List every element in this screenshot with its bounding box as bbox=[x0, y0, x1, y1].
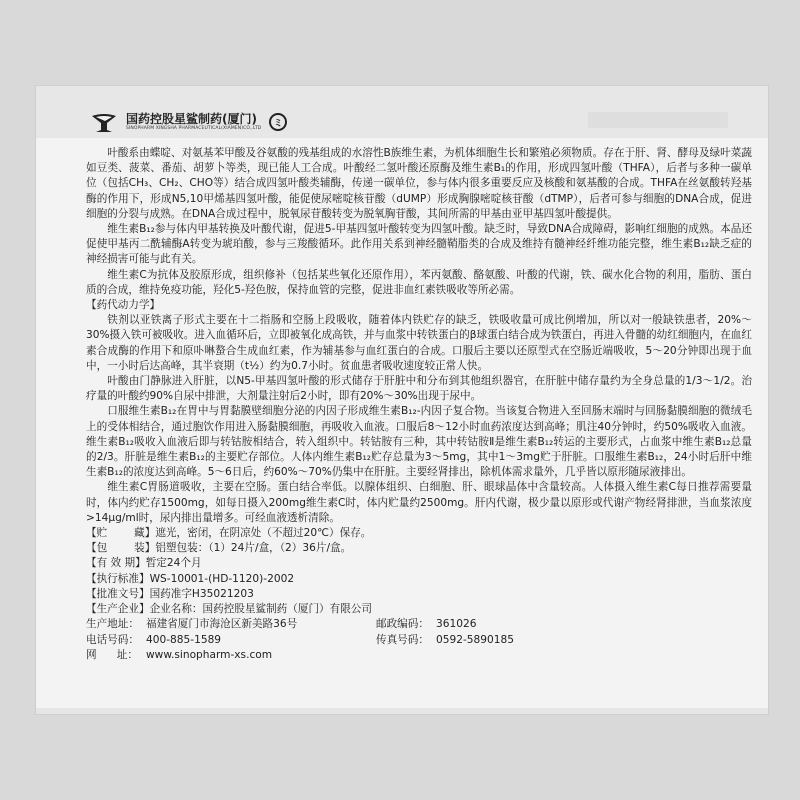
approval-value: 国药准字H35021203 bbox=[149, 587, 254, 600]
paragraph-iron-pk: 铁剂以亚铁离子形式主要在十二指肠和空肠上段吸收，随着体内铁贮存的缺乏，铁吸收量可成比例增加，所以对一般缺铁患者，20%～30%摄入铁可被吸收。进入血循环后，立即被氧化成高铁，并与血浆中转铁蛋白的β球蛋白结合成为铁蛋白，再进入骨髓的幼红细胞内，在血红素合成酶的作用下和原卟啉螯合生成血红素，作为辅基参与血红蛋白的合成。口服后主要以还原型式在空肠近端吸收，5～20分钟即出现于血中，一小时后达高峰，其半衰期（t½）约为0.7小时。贫血患者吸收速度较正常人快。 bbox=[86, 314, 752, 372]
approval-label: 【批准文号】 bbox=[86, 587, 150, 600]
standard-label: 【执行标准】 bbox=[86, 572, 150, 585]
address-value: 福建省厦门市海沧区新美路36号 bbox=[146, 618, 298, 631]
paragraph-vitamin-c: 维生素C为抗体及胶原形成，组织修补（包括某些氧化还原作用），苯丙氨酸、酪氨酸、叶酸的代谢，铁、碳水化合物的利用，脂肪、蛋白质的合成，维持免疫功能，羟化5-羟色胺，保持血管的完整，促进非血红素铁吸收等所必需。 bbox=[86, 268, 752, 296]
paragraph-vc-pk: 维生素C胃肠道吸收，主要在空肠。蛋白结合率低。以腺体组织、白细胞、肝、眼球晶体中含量较高。人体摄入维生素C每日推荐需要量时，体内约贮存1500mg，如每日摄入200mg维生素C时，体内贮量约2500mg。肝内代谢，极少量以原形或代谢产物经肾排泄，当血浆浓度>14μg/ml时，尿内排出量增多。可经血液透析清除。 bbox=[86, 481, 752, 524]
manufacturer-details bbox=[86, 617, 752, 663]
fax-value: 0592-5890185 bbox=[436, 633, 514, 646]
address-label: 生产地址： bbox=[86, 618, 139, 631]
fax-label: 传真号码： bbox=[376, 633, 429, 646]
validity-row bbox=[86, 556, 752, 571]
standard-value: WS-10001-(HD-1120)-2002 bbox=[149, 572, 295, 585]
company-name-label: 企业名称： bbox=[149, 603, 203, 616]
storage-value: 遮光，密闭，在阴凉处（不超过20℃）保存。 bbox=[155, 527, 372, 540]
website-label: 网 址： bbox=[86, 648, 138, 661]
website-value: www.sinopharm-xs.com bbox=[146, 648, 273, 661]
company-name-cn: 国药控股星鲨制药(厦门) bbox=[126, 111, 257, 126]
package-value: 铝塑包装：（1）24片/盒，（2）36片/盒。 bbox=[155, 542, 352, 555]
validity-value: 暂定24个月 bbox=[145, 557, 202, 570]
section-pharmacokinetics-heading: 【药代动力学】 bbox=[86, 299, 161, 312]
storage-label: 【贮 藏】 bbox=[86, 527, 156, 540]
company-header bbox=[90, 108, 287, 136]
brand-mark-icon: ミ bbox=[269, 113, 287, 131]
storage-row bbox=[86, 526, 752, 541]
package-row bbox=[86, 541, 752, 556]
company-logo-icon bbox=[90, 110, 118, 134]
manufacturer-row bbox=[86, 602, 752, 617]
phone-value: 400-885-1589 bbox=[146, 633, 222, 646]
postcode-value: 361026 bbox=[436, 618, 477, 631]
paper-bottom-edge bbox=[36, 708, 768, 714]
leaflet-body bbox=[86, 146, 752, 663]
postcode-label: 邮政编码： bbox=[376, 618, 429, 631]
leaflet-paper bbox=[36, 86, 768, 714]
paragraph-folic-pk: 叶酸由门静脉进入肝脏，以N5-甲基四氢叶酸的形式储存于肝脏中和分布到其他组织器官，在肝脏中储存量约为全身总量的1/3～1/2。治疗量的叶酸约90%自尿中排泄，大剂量注射后2小时，即有20%～30%出现于尿中。 bbox=[86, 375, 752, 403]
manufacturer-label: 【生产企业】 bbox=[86, 603, 150, 616]
paragraph-vitamin-b12: 维生素B₁₂参与体内甲基转换及叶酸代谢，促进5-甲基四氢叶酸转变为四氢叶酸。缺乏时，导致DNA合成障碍，影响红细胞的成熟。本品还促使甲基丙二酰辅酶A转变为琥珀酸，参与三羧酸循环。此作用关系到神经髓鞘脂类的合成及维持有髓神经纤维功能完整，维生素B₁₂缺乏症的神经损害可能与此有关。 bbox=[86, 223, 752, 266]
validity-label: 【有 效 期】 bbox=[86, 557, 146, 570]
paragraph-b12-pk: 口服维生素B₁₂在胃中与胃黏膜壁细胞分泌的内因子形成维生素B₁₂-内因子复合物。当该复合物进入至回肠末端时与回肠黏膜细胞的微绒毛上的受体相结合，通过胞饮作用进入肠黏膜细胞，再吸收入血液。口服后8～12小时血药浓度达到高峰；肌注40分钟时，约50%吸收入血液。维生素B₁₂吸收入血液后即与转钴胺相结合，转入组织中。转钴胺有三种，其中转钴胺Ⅱ是维生素B₁₂转运的主要形式，占血浆中维生素B₁₂总量的2/3。肝脏是维生素B₁₂的主要贮存部位。人体内维生素B₁₂贮存总量为3～5mg，其中1～3mg贮于肝脏。口服维生素B₁₂，24小时后肝中维生素B₁₂的浓度达到高峰。5～6日后，约60%～70%仍集中在肝脏。主要经肾排出，除机体需求量外，几乎皆以原形随尿液排出。 bbox=[86, 405, 752, 479]
company-name-en: SINOPHARM XINGSHA PHARMACEUTICAL(XIAMEN)CO.,LTD bbox=[126, 125, 262, 131]
approval-row bbox=[86, 587, 752, 602]
standard-row bbox=[86, 572, 752, 587]
company-name-value: 国药控股星鲨制药（厦门）有限公司 bbox=[202, 603, 373, 616]
company-name-block bbox=[126, 113, 261, 132]
paragraph-folic-acid: 叶酸系由蝶啶、对氨基苯甲酸及谷氨酸的残基组成的水溶性B族维生素，为机体细胞生长和繁殖必须物质。存在于肝、肾、酵母及绿叶菜蔬如豆类、菠菜、番茄、胡萝卜等类，现已能人工合成。叶酸经二氢叶酸还原酶及维生素B₁的作用，形成四氢叶酸（THFA），后者与多种一碳单位（包括CH₃、CH₂、CHO等）结合成四氢叶酸类辅酶，传递一碳单位，参与体内很多重要反应及核酸和氨基酸的合成。THFA在丝氨酸转羟基酶的作用下，形成N5,10甲烯基四氢叶酸，能促使尿嘧啶核苷酸（dUMP）形成胸腺嘧啶核苷酸（dTMP），后者可参与细胞的DNA合成，促进细胞的分裂与成熟。在DNA合成过程中，脱氧尿苷酸转变为脱氧胸苷酸，其间所需的甲基由亚甲基四氢叶酸提供。 bbox=[86, 147, 752, 220]
package-label: 【包 装】 bbox=[86, 542, 156, 555]
show-through-shadow bbox=[588, 112, 728, 128]
phone-label: 电话号码： bbox=[86, 633, 139, 646]
